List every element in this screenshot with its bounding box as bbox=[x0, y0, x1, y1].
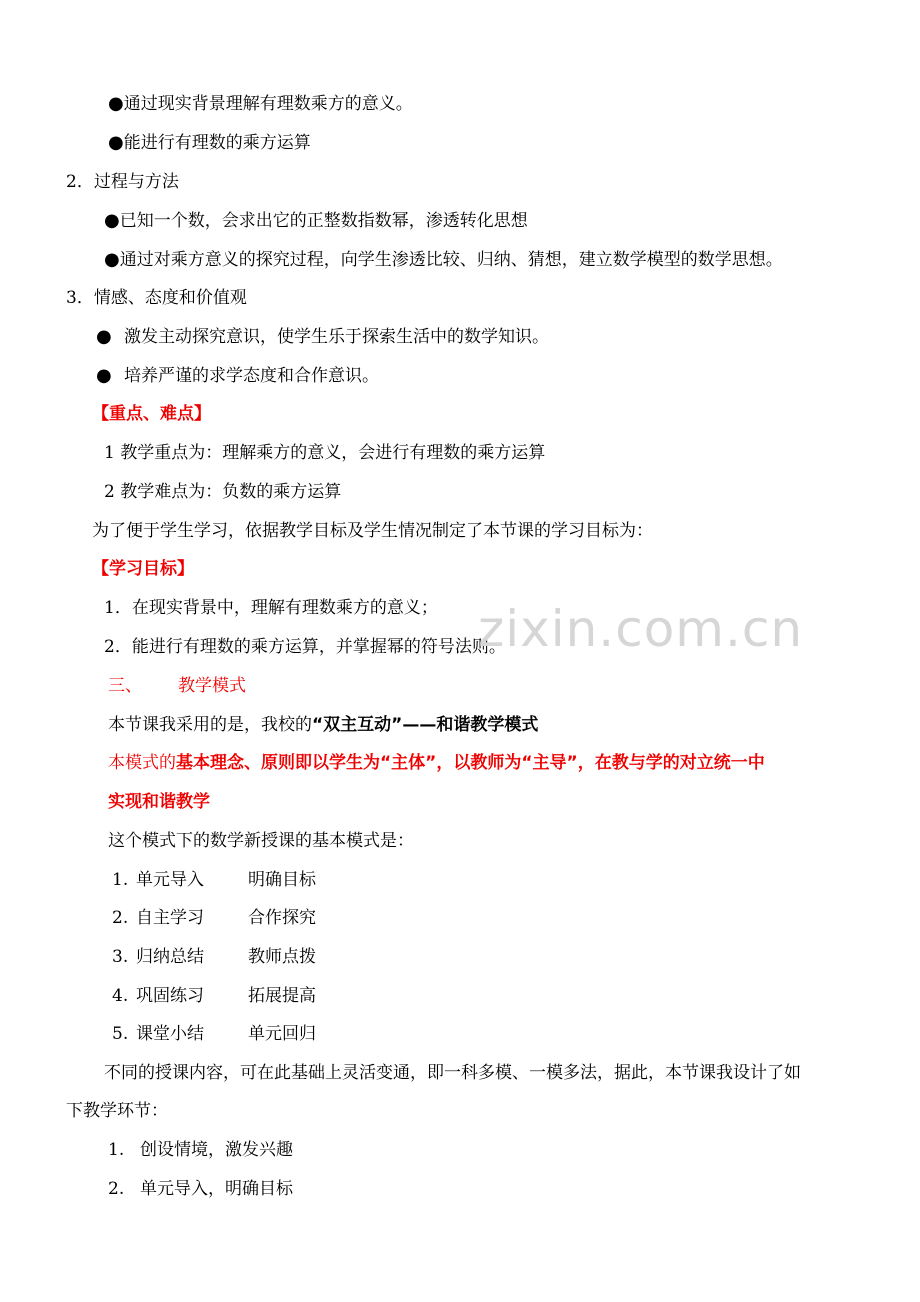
key-point-item: 2 教学难点为：负数的乘方运算 bbox=[104, 482, 342, 502]
paragraph-line: 不同的授课内容，可在此基础上灵活变通，即一科多模、一模多法，据此，本节课我设计了如 bbox=[104, 1063, 801, 1083]
process-heading: 2．过程与方法 bbox=[66, 172, 179, 192]
emotion-heading: 3．情感、态度和价值观 bbox=[66, 288, 247, 308]
objective-item: ●通过现实背景理解有理数乘方的意义。 bbox=[108, 93, 413, 114]
mode-step: 3. 归纳总结 教师点拨 bbox=[112, 947, 316, 967]
learning-goal-item: 1．在现实背景中，理解有理数乘方的意义； bbox=[104, 598, 438, 618]
mode-step: 5. 课堂小结 单元回归 bbox=[112, 1024, 316, 1044]
teaching-link-item: 1. 创设情境，激发兴趣 bbox=[108, 1140, 293, 1160]
intro-text: 为了便于学生学习，依据教学目标及学生情况制定了本节课的学习目标为： bbox=[92, 521, 653, 541]
bullet-icon: ● bbox=[108, 93, 124, 114]
objective-item: ● 培养严谨的求学态度和合作意识。 bbox=[96, 365, 379, 386]
teaching-mode-principle: 本模式的基本理念、原则即以学生为“主体”，以教师为“主导”，在教与学的对立统一中 bbox=[108, 753, 765, 773]
mode-step: 1. 单元导入 明确目标 bbox=[112, 870, 316, 890]
mode-step: 4. 巩固练习 拓展提高 bbox=[112, 986, 316, 1006]
basic-mode-text: 这个模式下的数学新授课的基本模式是： bbox=[108, 831, 414, 851]
bullet-icon: ● bbox=[108, 132, 124, 153]
bullet-icon: ● bbox=[104, 249, 120, 270]
objective-item: ● 激发主动探究意识，使学生乐于探索生活中的数学知识。 bbox=[96, 326, 549, 347]
learning-goal-item: 2．能进行有理数的乘方运算，并掌握幂的符号法则。 bbox=[104, 637, 506, 657]
bullet-icon: ● bbox=[96, 326, 112, 347]
teaching-mode-line: 本节课我采用的是，我校的“双主互动”——和谐教学模式 bbox=[108, 715, 539, 735]
objective-item: ●通过对乘方意义的探究过程，向学生渗透比较、归纳、猜想，建立数学模型的数学思想。 bbox=[104, 249, 783, 270]
paragraph-line: 下教学环节： bbox=[66, 1101, 168, 1121]
objective-item: ●已知一个数，会求出它的正整数指数幂，渗透转化思想 bbox=[104, 210, 528, 231]
mode-step: 2. 自主学习 合作探究 bbox=[112, 908, 316, 928]
teaching-link-item: 2. 单元导入，明确目标 bbox=[108, 1179, 293, 1199]
objective-item: ●能进行有理数的乘方运算 bbox=[108, 132, 311, 153]
learning-goals-heading: 【学习目标】 bbox=[92, 559, 194, 579]
bullet-icon: ● bbox=[96, 365, 112, 386]
teaching-mode-principle-cont: 实现和谐教学 bbox=[108, 792, 210, 812]
key-points-heading: 【重点、难点】 bbox=[92, 404, 211, 424]
watermark: zixin.com.cn bbox=[478, 600, 804, 658]
key-point-item: 1 教学重点为：理解乘方的意义，会进行有理数的乘方运算 bbox=[104, 443, 546, 463]
teaching-mode-heading: 三、 教学模式 bbox=[108, 676, 246, 696]
bullet-icon: ● bbox=[104, 210, 120, 231]
